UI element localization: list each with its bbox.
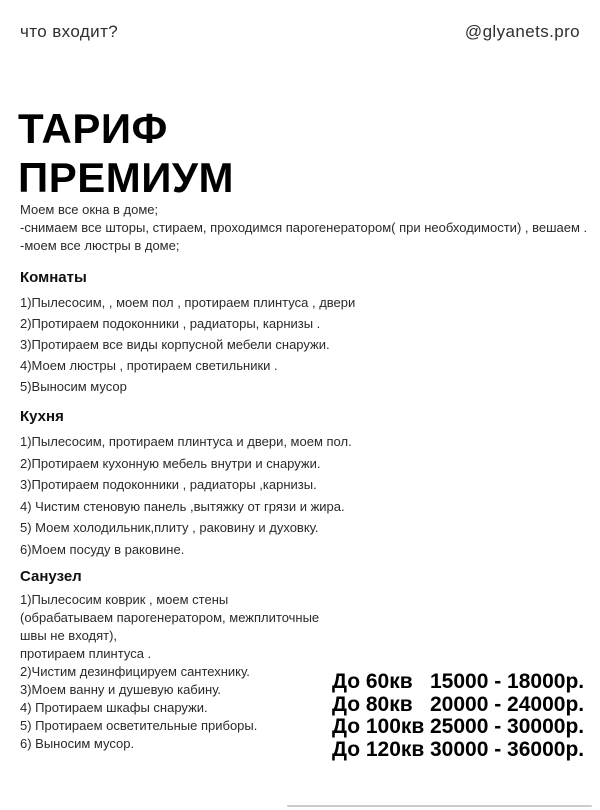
- list-item: 3)Протираем подоконники , радиаторы ,карнизы.: [20, 477, 317, 492]
- list-item: 4) Протираем шкафы снаружи.: [20, 700, 208, 715]
- intro-line: -моем все люстры в доме;: [20, 238, 180, 253]
- bottom-divider: [287, 805, 592, 807]
- section-heading: Кухня: [20, 408, 64, 425]
- price-range-value: 30000 - 36000р.: [430, 737, 585, 761]
- list-item: 2)Протираем подоконники , радиаторы, карнизы .: [20, 316, 321, 331]
- list-item: 3)Моем ванну и душевую кабину.: [20, 682, 222, 697]
- price-row: [332, 716, 586, 739]
- title-line-1: ТАРИФ: [18, 105, 168, 152]
- list-item: 1)Пылесосим, , моем пол , протираем плинтуса , двери: [20, 295, 356, 310]
- list-item: 4)Моем люстры , протираем светильники .: [20, 358, 278, 373]
- list-item: 1)Пылесосим коврик , моем стены: [20, 592, 229, 607]
- intro-line: -снимаем все шторы, стираем, проходимся парогенератором( при необходимости) , вешаем .: [20, 220, 588, 235]
- price-row: [332, 694, 586, 717]
- list-item: 6) Выносим мусор.: [20, 736, 135, 751]
- list-item: 6)Моем посуду в раковине.: [20, 541, 185, 557]
- intro-line: Моем все окна в доме;: [20, 202, 159, 217]
- list-item: 5) Моем холодильник,плиту , раковину и духовку.: [20, 520, 319, 535]
- price-list: [332, 671, 586, 761]
- section-heading: Комнаты: [20, 269, 87, 286]
- list-item: 2)Протираем кухонную мебель внутри и снаружи.: [20, 455, 321, 471]
- section-кухня: [20, 408, 588, 560]
- section-heading: Санузел: [20, 568, 82, 585]
- header: [20, 22, 580, 42]
- price-row: [332, 739, 586, 762]
- list-item: 5)Выносим мусор: [20, 379, 127, 394]
- list-item: (обрабатываем парогенератором, межплиточные швы не входят),: [20, 610, 320, 643]
- instagram-handle: @glyanets.pro: [464, 22, 580, 41]
- list-item: 5) Протираем осветительные приборы.: [20, 718, 258, 733]
- price-area-label: До 80кв: [332, 692, 413, 716]
- price-range-value: 20000 - 24000р.: [430, 692, 585, 716]
- price-area-label: До 120кв: [332, 737, 425, 761]
- list-item: 3)Протираем все виды корпусной мебели снаружи.: [20, 337, 330, 352]
- section-комнаты: [20, 269, 588, 397]
- list-item: протираем плинтуса .: [20, 646, 152, 661]
- list-item: 2)Чистим дезинфицируем сантехнику.: [20, 664, 250, 679]
- page-title: [18, 104, 234, 202]
- header-question: что входит?: [20, 22, 119, 41]
- price-range-value: 15000 - 18000р.: [430, 670, 585, 693]
- price-range-value: 25000 - 30000р.: [430, 715, 585, 738]
- list-item: 1)Пылесосим, протираем плинтуса и двери, моем пол.: [20, 434, 352, 449]
- price-row: [332, 671, 586, 694]
- intro-paragraph: [20, 201, 588, 255]
- price-area-label: До 100кв: [332, 715, 425, 738]
- title-line-2: ПРЕМИУМ: [18, 154, 235, 201]
- price-area-label: До 60кв: [332, 670, 413, 693]
- list-item: 4) Чистим стеновую панель ,вытяжку от грязи и жира.: [20, 498, 345, 514]
- section-санузел: [20, 568, 340, 753]
